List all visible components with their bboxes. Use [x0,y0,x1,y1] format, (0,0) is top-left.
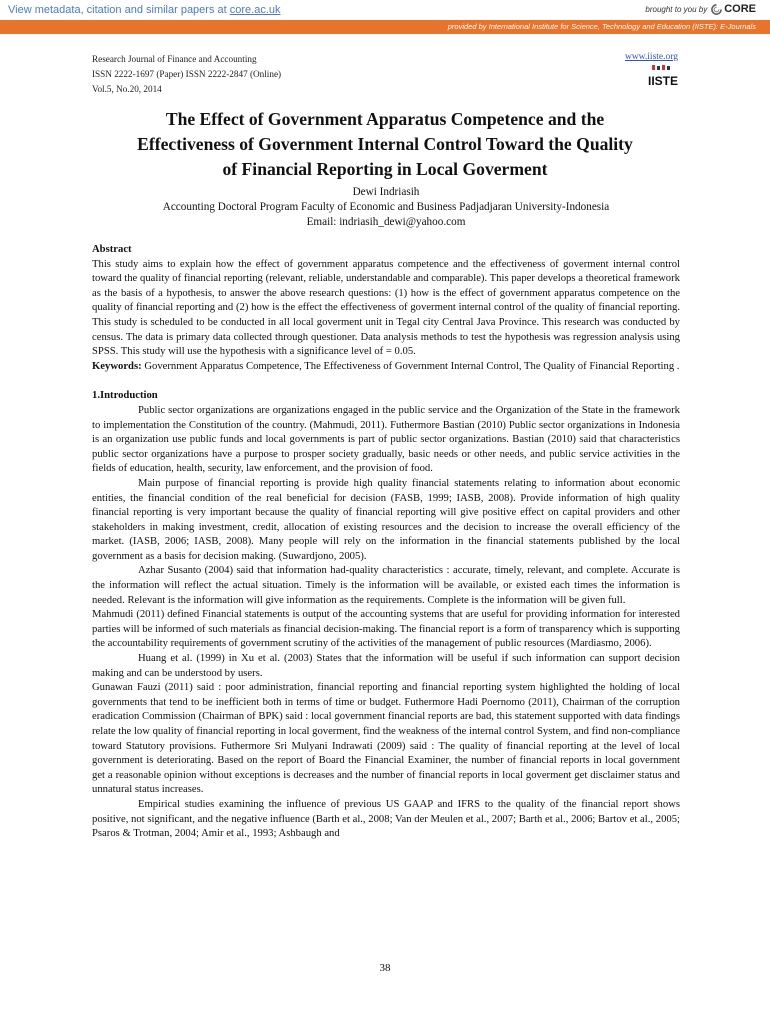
abstract-text: This study aims to explain how the effect of government apparatus competence and the effectiveness of goverment internal control toward the quality of financial reporting (relevant, reliable, understandable and comparable). This paper develops a theoretical framework as the basis of a hypothesis, to answer the above research questions: (1) how is the effect of government apparatus competence on the quality of financial reporting and (2) how is the effect the effectiveness of goverment internal control of the quality of financial reporting. This study is scheduled to be conducted in all local goverment unit in Tegal city Central Java Province. This research was conducted by census. The data is primary data collected through questioner. Data analysis methods to test the hypothesis was regression analysis using SPSS. This study will use the hypothesis with a significance level of = 0.05. [92,258,680,358]
journal-header [92,52,281,97]
journal-volume: Vol.5, No.20, 2014 [92,84,162,94]
intro-paragraph: Gunawan Fauzi (2011) said : poor administration, financial reporting and financial reporting system highlighted the holding of local governments that tend to be inefficient both in terms of time or budget. Futhermore Hadi Poernomo (2011), Chairman of the corruption eradication Commission (Chairman of BPK) said : local government financial reports are bad, this statement supported with data findings relate the low quality of financial reporting in local goverment, find the weakness of the internal control System, and find non-compliance toward Statutory provisions. Futhermore Sri Mulyani Indrawati (2009) said : The quality of financial reporting at the level of local government is deteriorating. Based on the report of Board the Financial Examiner, the number of financial reports in local government get a reasonable opinion without exceptions is decreases and the number of financial reports in local goverment get disclaimer status and unnatural status increases. [92,682,681,796]
view-metadata-link[interactable] [8,4,281,16]
keywords [92,360,680,375]
iiste-logo [648,65,678,94]
provided-by-bar [0,20,770,34]
provided-by-text[interactable]: provided by International Institute for Science, Technology and Education (IISTE): E-Journals [447,22,756,31]
author-affiliation: Accounting Doctoral Program Faculty of Economic and Business Padjadjaran University-Indonesia [162,201,610,213]
core-label: CORE [724,3,756,15]
paper-body [92,243,680,842]
journal-issn: ISSN 2222-1697 (Paper) ISSN 2222-2847 (Online) [92,69,282,79]
author-name: Dewi Indriasih [352,186,420,198]
intro-paragraph: Azhar Susanto (2004) said that information had-quality characteristics : accurate, timely, relevant, and complete. Accurate is the information will reflect the actual situation. Timely is the information will be available, or existed each times the information is needed. Relevant is the information will give information as the requirements. Complete is the information will be given full. [92,565,680,606]
abstract-heading: Abstract [92,244,132,255]
view-metadata-prefix: View metadata, citation and similar papers at [8,4,230,16]
page-number: 38 [379,962,391,974]
core-swirl-icon [711,4,722,15]
journal-header-right [625,52,678,94]
author-email: Email: indriasih_dewi@yahoo.com [306,216,466,228]
intro-paragraph: Empirical studies examining the influence of previous US GAAP and IFRS to the quality of the financial report shows positive, not significant, and the negative influence (Barth et al., 2008; Van der Meulen et al., 2007; Barth et al., 2006; Bartov et al., 2005; Psaros & Trotman, 2004; Amir et al., 1993; Ashbaugh and [92,798,680,840]
core-site-link[interactable]: core.ac.uk [229,4,281,16]
introduction-heading: 1.Introduction [92,390,158,402]
iiste-logo-text: IISTE [648,74,678,88]
intro-paragraph: Mahmudi (2011) defined Financial statements is output of the accounting systems that are useful for providing information for interested parties will be informed of such materials as financial decision-making. The financial report is a form of transparency which is supporting the accountability requirements of government scrutiny of the activities of the management of public resources (Mardiasmo, 2006). [92,609,680,650]
keywords-label: Keywords: [92,360,142,372]
keywords-text: Government Apparatus Competence, The Effectiveness of Government Internal Control, The Quality of Financial Reporting . [141,360,680,372]
brought-by-core[interactable] [645,3,756,15]
author-block [92,185,680,230]
intro-paragraph: Huang et al. (1999) in Xu et al. (2003) States that the information will be useful if such information can support decision making and can be understood by users. [92,653,680,679]
core-logo[interactable] [711,3,756,15]
paper-title: The Effect of Government Apparatus Competence and the Effectiveness of Government Internal Control Toward the Quality of Financial Reporting in Local Goverment [137,109,633,179]
iiste-logo-icon [648,65,678,89]
journal-url-link[interactable]: www.iiste.org [624,52,678,62]
core-banner [0,0,770,21]
intro-paragraph: Main purpose of financial reporting is provide high quality financial statements relating to information about economic entities, the financial condition of the real beneficial for decision (FASB, 1999; IASB, 2008). Provide information of high quality financial reporting is very important because the quality of financial reporting will give positive effect on capital providers and other stakeholders in making investment, credit, allocation of existing resources and the decision to increase the overall efficiency of the market. (IASB, 2006; IASB, 2008). Many people will rely on the information in the financial statements published by the local government as a basis for decision making. (Suwardjono, 2005). [92,477,680,562]
brought-by-text: brought to you by [645,4,708,14]
journal-name: Research Journal of Finance and Accounting [92,54,257,64]
intro-paragraph: Public sector organizations are organizations engaged in the public service and the Organization of the State in the framework to implementation the Constitution of the country. (Mahmudi, 2011). Futhermore Bastian (2010) Public sector organizations in Indonesia is an organization use public funds and local governments is part of public sector organizations. Bastian (2010) said that characteristics public sector organizations have a purpose to prosper society gradually, basic needs or other needs, and public service activities in the fields of education, health, security, law enforcement, and the provision of food. [92,404,680,475]
